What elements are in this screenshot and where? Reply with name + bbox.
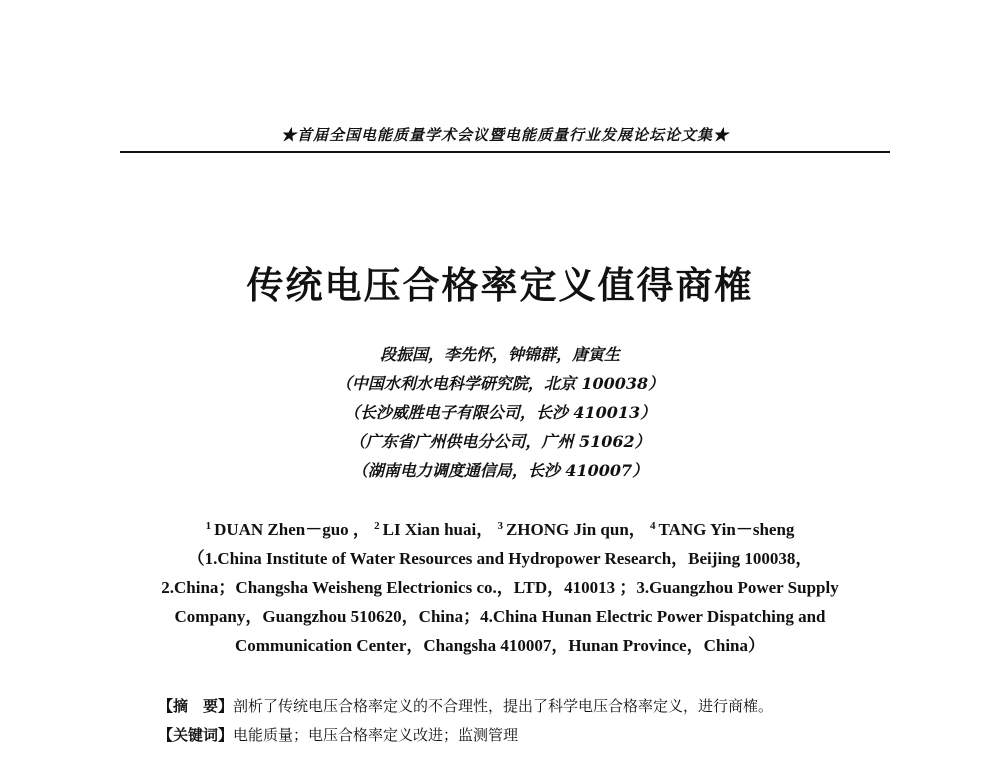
keywords-text: 电能质量；电压合格率定义改进；监测管理	[233, 726, 519, 744]
author-name: TANG Yin－sheng	[658, 520, 795, 539]
affiliation-cn: （广东省广州供电分公司，广州 51062）	[349, 432, 651, 451]
authors-en	[80, 512, 920, 544]
abstract-label: 【摘 要】	[158, 697, 234, 715]
paper-title: 传统电压合格率定义值得商榷	[246, 264, 754, 307]
affiliation-en: 2.China；Changsha Weisheng Electrionics co.，LTD，410013 ；3.Guangzhou Power Supply	[161, 578, 839, 597]
author-number: 1	[205, 520, 212, 532]
keywords-label: 【关键词】	[158, 726, 234, 744]
author-number: 4	[650, 520, 656, 532]
author-number: 3	[497, 520, 503, 532]
author-name: DUAN Zhen－guo ，	[214, 520, 370, 539]
keywords-line	[158, 721, 958, 750]
proceedings-header: ★首届全国电能质量学术会议暨电能质量行业发展论坛论文集★	[280, 126, 729, 144]
author-number: 2	[374, 520, 380, 532]
author-name: LI Xian huai，	[382, 520, 494, 539]
affiliation-cn: （中国水利水电科学研究院，北京 100038）	[335, 374, 665, 393]
affiliation-en: （1.China Institute of Water Resources and Hydropower Research，Beijing 100038，	[187, 549, 813, 568]
author-name: ZHONG Jin qun，	[505, 520, 646, 539]
chinese-author-block	[0, 340, 1000, 485]
affiliation-en: Communication Center，Changsha 410007，Hunan Province，China）	[234, 636, 766, 655]
affiliation-cn: （长沙威胜电子有限公司，长沙 410013）	[343, 403, 657, 422]
abstract-block	[158, 692, 958, 750]
affiliation-en: Company，Guangzhou 510620，China；4.China Hunan Electric Power Dispatching and	[174, 607, 826, 626]
abstract-line	[158, 692, 958, 721]
header-rule	[120, 151, 890, 153]
authors-cn: 段振国，李先怀，钟锦群，唐寅生	[379, 345, 620, 364]
english-author-block	[80, 512, 920, 660]
abstract-text: 剖析了传统电压合格率定义的不合理性，提出了科学电压合格率定义，进行商榷。	[233, 697, 774, 715]
affiliation-cn: （湖南电力调度通信局，长沙 410007）	[351, 461, 649, 480]
